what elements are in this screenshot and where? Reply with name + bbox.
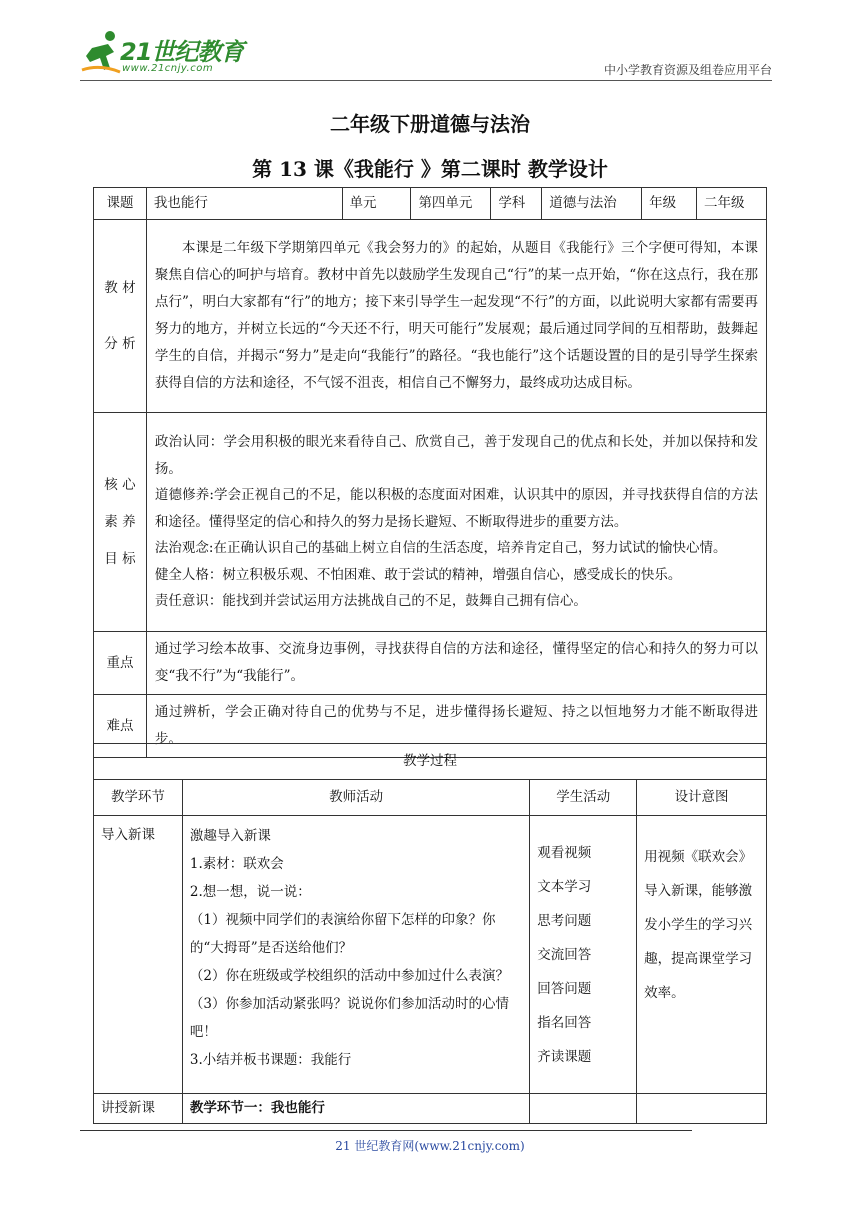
difficulty-text: 通过辨析，学会正确对待自己的优势与不足，进步懂得扬长避短、持之以恒地努力才能不断取得进步。 (146, 695, 766, 758)
key-point-row (94, 632, 767, 695)
design-intent: 用视频《联欢会》导入新课，能够激发小学生的学习兴趣，提高课堂学习效率。 (637, 816, 767, 1094)
topic-value: 我也能行 (146, 188, 342, 220)
header-divider (80, 80, 772, 81)
header-student: 学生活动 (530, 780, 637, 816)
header-teacher: 教师活动 (182, 780, 529, 816)
goal-personality: 健全人格：树立积极乐观、不怕困难、敢于尝试的精神，增强自信心，感受成长的快乐。 (154, 566, 682, 583)
stage-intro: 导入新课 (94, 816, 183, 1094)
table-row (94, 1094, 767, 1124)
logo (80, 30, 250, 78)
core-goals (146, 413, 766, 632)
grade-value: 二年级 (697, 188, 767, 220)
process-title-row (94, 744, 767, 780)
process-header-row (94, 780, 767, 816)
stage-teach: 讲授新课 (94, 1094, 183, 1124)
page-header (0, 0, 860, 90)
subject-label: 学科 (491, 188, 542, 220)
key-point-label: 重点 (94, 632, 147, 695)
grade-label: 年级 (642, 188, 697, 220)
analysis-label: 教 材 分 析 (94, 220, 147, 413)
topic-label: 课题 (94, 188, 147, 220)
key-point-text: 通过学习绘本故事、交流身边事例，寻找获得自信的方法和途径，懂得坚定的信心和持久的努力可以变“我不行”为“我能行”。 (146, 632, 766, 695)
goal-responsibility: 责任意识：能找到并尝试运用方法挑战自己的不足，鼓舞自己拥有信心。 (154, 593, 587, 610)
goal-moral: 道德修养:学会正视自己的不足，能以积极的态度面对困难，认识其中的原因，并寻找获得自信的方法和途径。懂得坚定的信心和持久的努力是扬长避短、不断取得进步的重要方法。 (154, 487, 758, 530)
analysis-row (94, 220, 767, 413)
unit-label: 单元 (342, 188, 411, 220)
process-title: 教学过程 (94, 744, 767, 780)
footer-divider (80, 1130, 692, 1131)
unit-value: 第四单元 (411, 188, 491, 220)
lesson-info-table (93, 187, 767, 758)
doc-subtitle: 第 13 课《我能行 》第二课时 教学设计 (252, 157, 608, 181)
design-intent-2 (637, 1094, 767, 1124)
goal-political: 政治认同：学会用积极的眼光来看待自己、欣赏自己，善于发现自己的优点和长处，并加以保持和发扬。 (154, 434, 758, 477)
subject-value: 道德与法治 (542, 188, 642, 220)
student-activity: 观看视频 文本学习 思考问题 交流回答 回答问题 指名回答 齐读课题 (530, 816, 637, 1094)
analysis-text: 本课是二年级下学期第四单元《我会努力的》的起始，从题目《我能行》三个字便可得知，本课聚焦自信心的呵护与培育。教材中首先以鼓励学生发现自己“行”的某一点开始，“你在这点行，我在那点行”，明白大家都有“行”的地方；接下来引导学生一起发现“不行”的方面，以此说明大家都有需要再努力的地方，并树立长远的“今天还不行，明天可能行”发展观；最后通过同学间的互相帮助，鼓舞起学生的自信，并揭示“努力”是走向“我能行”的路径。“我也能行”这个话题设置的目的是引导学生探索获得自信的方法和途径，不气馁不沮丧，相信自己不懈努力，最终成功达成目标。 (146, 220, 766, 413)
difficulty-label: 难点 (94, 695, 147, 758)
header-intent: 设计意图 (637, 780, 767, 816)
footer-text: 21 世纪教育网(www.21cnjy.com) (335, 1139, 525, 1153)
teacher-activity: 激趣导入新课 1.素材：联欢会 2.想一想，说一说： （1）视频中同学们的表演给你留下怎样的印象？你的“大拇哥”是否送给他们？ （2）你在班级或学校组织的活动中参加过什么表演？ （3）你参加活动紧张吗？说说你们参加活动时的心情吧！ 3.小结并板书课题：我能行 (182, 816, 529, 1094)
core-row (94, 413, 767, 632)
student-activity-2 (530, 1094, 637, 1124)
platform-name: 中小学教育资源及组卷应用平台 (603, 63, 772, 77)
table-row (94, 816, 767, 1094)
core-label: 核 心 素 养 目 标 (94, 413, 147, 632)
logo-url: www.21cnjy.com (122, 63, 214, 74)
logo-text: 21世纪教育 (120, 38, 244, 66)
teacher-activity-2: 教学环节一：我也能行 (182, 1094, 529, 1124)
process-table (93, 743, 767, 1124)
header-stage: 教学环节 (94, 780, 183, 816)
info-row (94, 188, 767, 220)
runner-icon (80, 30, 124, 76)
doc-title: 二年级下册道德与法治 (330, 112, 530, 136)
goal-law: 法治观念:在正确认识自己的基础上树立自信的生活态度，培养肯定自己，努力试试的愉快心情。 (154, 540, 727, 557)
